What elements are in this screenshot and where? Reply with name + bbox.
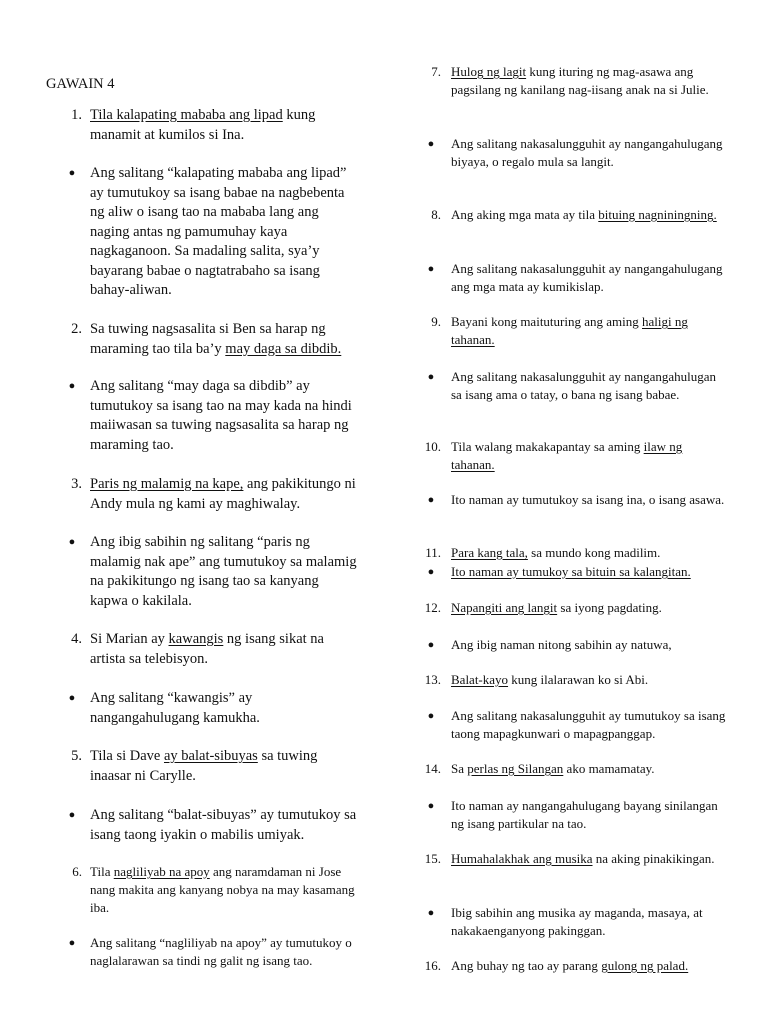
bullet-text: Ang ibig naman nitong sabihin ay natuwa, bbox=[451, 637, 672, 652]
bullet-icon: ● bbox=[427, 800, 435, 812]
bullet-text: Ang salitang “kalapating mababa ang lipad” ay tumutukoy sa isang babae na nagbebenta ng aliw o isang tao na mababa lang ang naging antas ng pamumuhay kaya nagkaganoon. Sa madaling salita, sya’y bayarang babae o nagtatrabaho sa isang bahay-aliwan. bbox=[90, 165, 347, 298]
item-number: 1. bbox=[71, 107, 82, 123]
item-number: 16. bbox=[424, 958, 441, 973]
item-number: 13. bbox=[424, 672, 441, 687]
underlined-phrase: Para kang tala, bbox=[451, 545, 528, 560]
item-text: Tila kalapating mababa ang lipad kung manamit at kumilos si Ina. bbox=[90, 107, 316, 143]
item-text: Hulog ng lagit kung ituring ng mag-asawa ang pagsilang ng kanilang nag-iisang anak na si Julie. bbox=[451, 64, 709, 97]
underlined-phrase: bituing nagniningning. bbox=[598, 207, 717, 222]
underlined-phrase: gulong ng palad. bbox=[601, 958, 689, 973]
item-number: 8. bbox=[431, 207, 441, 222]
item-number: 9. bbox=[431, 314, 441, 329]
bullet-icon: ● bbox=[427, 138, 435, 150]
item-number: 3. bbox=[71, 476, 82, 492]
underlined-phrase: Hulog ng lagit bbox=[451, 64, 527, 79]
item-number: 6. bbox=[72, 864, 82, 879]
item-number: 7. bbox=[431, 64, 441, 79]
bullet-text: Ibig sabihin ang musika ay maganda, masaya, at nakakaenganyong pakinggan. bbox=[451, 905, 703, 938]
bullet-icon: ● bbox=[427, 263, 435, 275]
item-text: Sa tuwing nagsasalita si Ben sa harap ng maraming tao tila ba’y may daga sa dibdib. bbox=[90, 321, 342, 357]
item-number: 4. bbox=[71, 631, 82, 647]
item-text: Tila walang makakapantay sa aming ilaw ng tahanan. bbox=[451, 439, 683, 472]
bullet-icon: ● bbox=[427, 639, 435, 651]
item-text: Ang aking mga mata ay tila bituing nagniningning. bbox=[451, 207, 717, 222]
bullet-text: Ito naman ay tumutukoy sa isang ina, o isang asawa. bbox=[451, 492, 725, 507]
bullet-icon: ● bbox=[427, 371, 435, 383]
bullet-text bbox=[451, 563, 741, 581]
bullet-text: Ang salitang nakasalungguhit ay tumutukoy sa isang taong mapagkunwari o mapagpanggap. bbox=[451, 708, 726, 741]
item-text: Balat-kayo kung ilalarawan ko si Abi. bbox=[451, 672, 649, 687]
bullet-icon: ● bbox=[68, 167, 76, 179]
item-text: Bayani kong maituturing ang aming haligi ng tahanan. bbox=[451, 314, 688, 347]
item-number: 14. bbox=[424, 761, 441, 776]
bullet-text: Ang salitang nakasalungguhit ay nangangahulugang ang mga mata ay kumikislap. bbox=[451, 261, 723, 294]
item-text: Tila si Dave ay balat-sibuyas sa tuwing inaasar ni Carylle. bbox=[90, 748, 318, 784]
bullet-icon: ● bbox=[427, 494, 435, 506]
bullet-text: Ang salitang nakasalungguhit ay nangangahulugang biyaya, o regalo mula sa langit. bbox=[451, 136, 723, 169]
item-number: 2. bbox=[71, 321, 82, 337]
item-number: 15. bbox=[424, 851, 441, 866]
item-text: Sa perlas ng Silangan ako mamamatay. bbox=[451, 761, 655, 776]
item-text: Tila nagliliyab na apoy ang naramdaman ni Jose nang makita ang kanyang nobya na may kasamang iba. bbox=[90, 864, 355, 915]
bullet-icon: ● bbox=[427, 710, 435, 722]
bullet-icon: ● bbox=[427, 907, 435, 919]
bullet-text: Ang salitang “nagliliyab na apoy” ay tumutukoy o naglalarawan sa tindi ng galit ng isang tao. bbox=[90, 935, 352, 968]
underlined-phrase: ay balat-sibuyas bbox=[163, 748, 258, 764]
underlined-phrase: kawangis bbox=[168, 631, 224, 647]
bullet-icon: ● bbox=[68, 809, 76, 821]
bullet-icon: ● bbox=[427, 566, 435, 578]
underlined-phrase: ilaw ng tahanan. bbox=[451, 439, 683, 472]
item-number: 5. bbox=[71, 748, 82, 764]
underlined-phrase: Paris ng malamig na kape, bbox=[90, 476, 244, 492]
underlined-phrase: Ito naman ay tumukoy sa bituin sa kalangitan. bbox=[451, 564, 691, 579]
bullet-text: Ang ibig sabihin ng salitang “paris ng malamig nak ape” ang tumutukoy sa malamig na pakikitungo ng isang tao sa kanyang kapwa o kakilala. bbox=[90, 534, 357, 609]
item-text: Si Marian ay kawangis ng isang sikat na artista sa telebisyon. bbox=[90, 631, 324, 667]
underlined-phrase: nagliliyab na apoy bbox=[113, 864, 210, 879]
bullet-icon: ● bbox=[68, 536, 76, 548]
underlined-phrase: haligi ng tahanan. bbox=[451, 314, 688, 347]
item-number: 10. bbox=[424, 439, 441, 454]
bullet-icon: ● bbox=[68, 380, 76, 392]
underlined-phrase: Napangiti ang langit bbox=[451, 600, 558, 615]
item-text: Ang buhay ng tao ay parang gulong ng palad. bbox=[451, 958, 689, 973]
bullet-text: Ito naman ay nangangahulugang bayang sinilangan ng isang partikular na tao. bbox=[451, 798, 718, 831]
underlined-phrase: Balat-kayo bbox=[451, 672, 509, 687]
bullet-text: Ang salitang “may daga sa dibdib” ay tumutukoy sa isang tao na may kada na hindi maiiwasan sa tuwing nagsasalita sa harap ng maraming tao. bbox=[90, 378, 352, 453]
underlined-phrase: perlas ng Silangan bbox=[467, 761, 564, 776]
underlined-phrase: Tila kalapating mababa ang lipad bbox=[90, 107, 283, 123]
page-title: GAWAIN 4 bbox=[46, 76, 115, 92]
item-text: Humahalakhak ang musika na aking pinakikingan. bbox=[451, 851, 715, 866]
item-text: Paris ng malamig na kape, ang pakikitungo ni Andy mula ng kami ay maghiwalay. bbox=[90, 476, 356, 512]
item-text: Napangiti ang langit sa iyong pagdating. bbox=[451, 600, 662, 615]
underlined-phrase: may daga sa dibdib. bbox=[225, 340, 342, 357]
underlined-phrase: Humahalakhak ang musika bbox=[451, 851, 593, 866]
bullet-icon: ● bbox=[68, 937, 76, 949]
bullet-text: Ang salitang nakasalungguhit ay nangangahulugan sa isang ama o tatay, o bana ng isang babae. bbox=[451, 369, 716, 402]
bullet-text: Ang salitang “balat-sibuyas” ay tumutukoy sa isang taong iyakin o mabilis umiyak. bbox=[90, 807, 357, 843]
item-number: 11. bbox=[425, 545, 441, 560]
bullet-icon: ● bbox=[68, 692, 76, 704]
item-number: 12. bbox=[424, 600, 441, 615]
item-text: Para kang tala, sa mundo kong madilim. bbox=[451, 545, 661, 560]
bullet-text: Ang salitang “kawangis” ay nangangahulugang kamukha. bbox=[90, 690, 260, 726]
